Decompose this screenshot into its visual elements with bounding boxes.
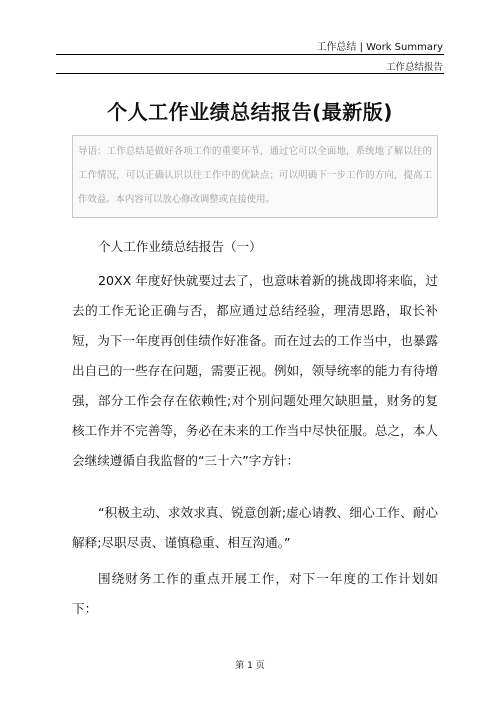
document-title: 个人工作业绩总结报告(最新版) (107, 100, 393, 124)
body-paragraph-3: 围绕财务工作的重点开展工作，对下一年度的工作计划如下： (72, 571, 438, 616)
guide-box: 导语：工作总结是做好各项工作的重要环节，通过它可以全面地，系统地了解以往的工作情况，可以正确认识以往工作中的优缺点；可以明确下一步工作的方向，提高工作效益。本内容可以放心修改调整或直接使用。 (72, 135, 438, 218)
section-heading: 个人工作业绩总结报告（一） (98, 239, 262, 254)
body-paragraph-2: “积极主动、求效求真、锐意创新;虚心请教、细心工作、耐心解释;尽职尽责、谨慎稳重、相互沟通。” (72, 505, 438, 550)
header-top-label: 工作总结 | Work Summary (316, 42, 443, 53)
header-divider-bottom (56, 73, 444, 74)
page-number: 第 1 页 (235, 661, 265, 671)
body-paragraph-1: 20XX 年度好快就要过去了，也意味着新的挑战即将来临，过去的工作无论正确与否，都应通过总结经验，理清思路，取长补短，为下一年度再创佳绩作好准备。而在过去的工作当中，也暴露出自已的一些存在问题，需要正视。例如，领导统率的能力有待增强，部分工作会存在依赖性;对个别问题处理欠缺胆量，财务的复核工作并不完善等，务必在未来的工作当中尽快征服。总之，本人会继续遵循自我监督的“三十六”字方针： (72, 273, 438, 468)
header-divider-top (56, 54, 444, 55)
header-sub-label: 工作总结报告 (385, 62, 443, 73)
